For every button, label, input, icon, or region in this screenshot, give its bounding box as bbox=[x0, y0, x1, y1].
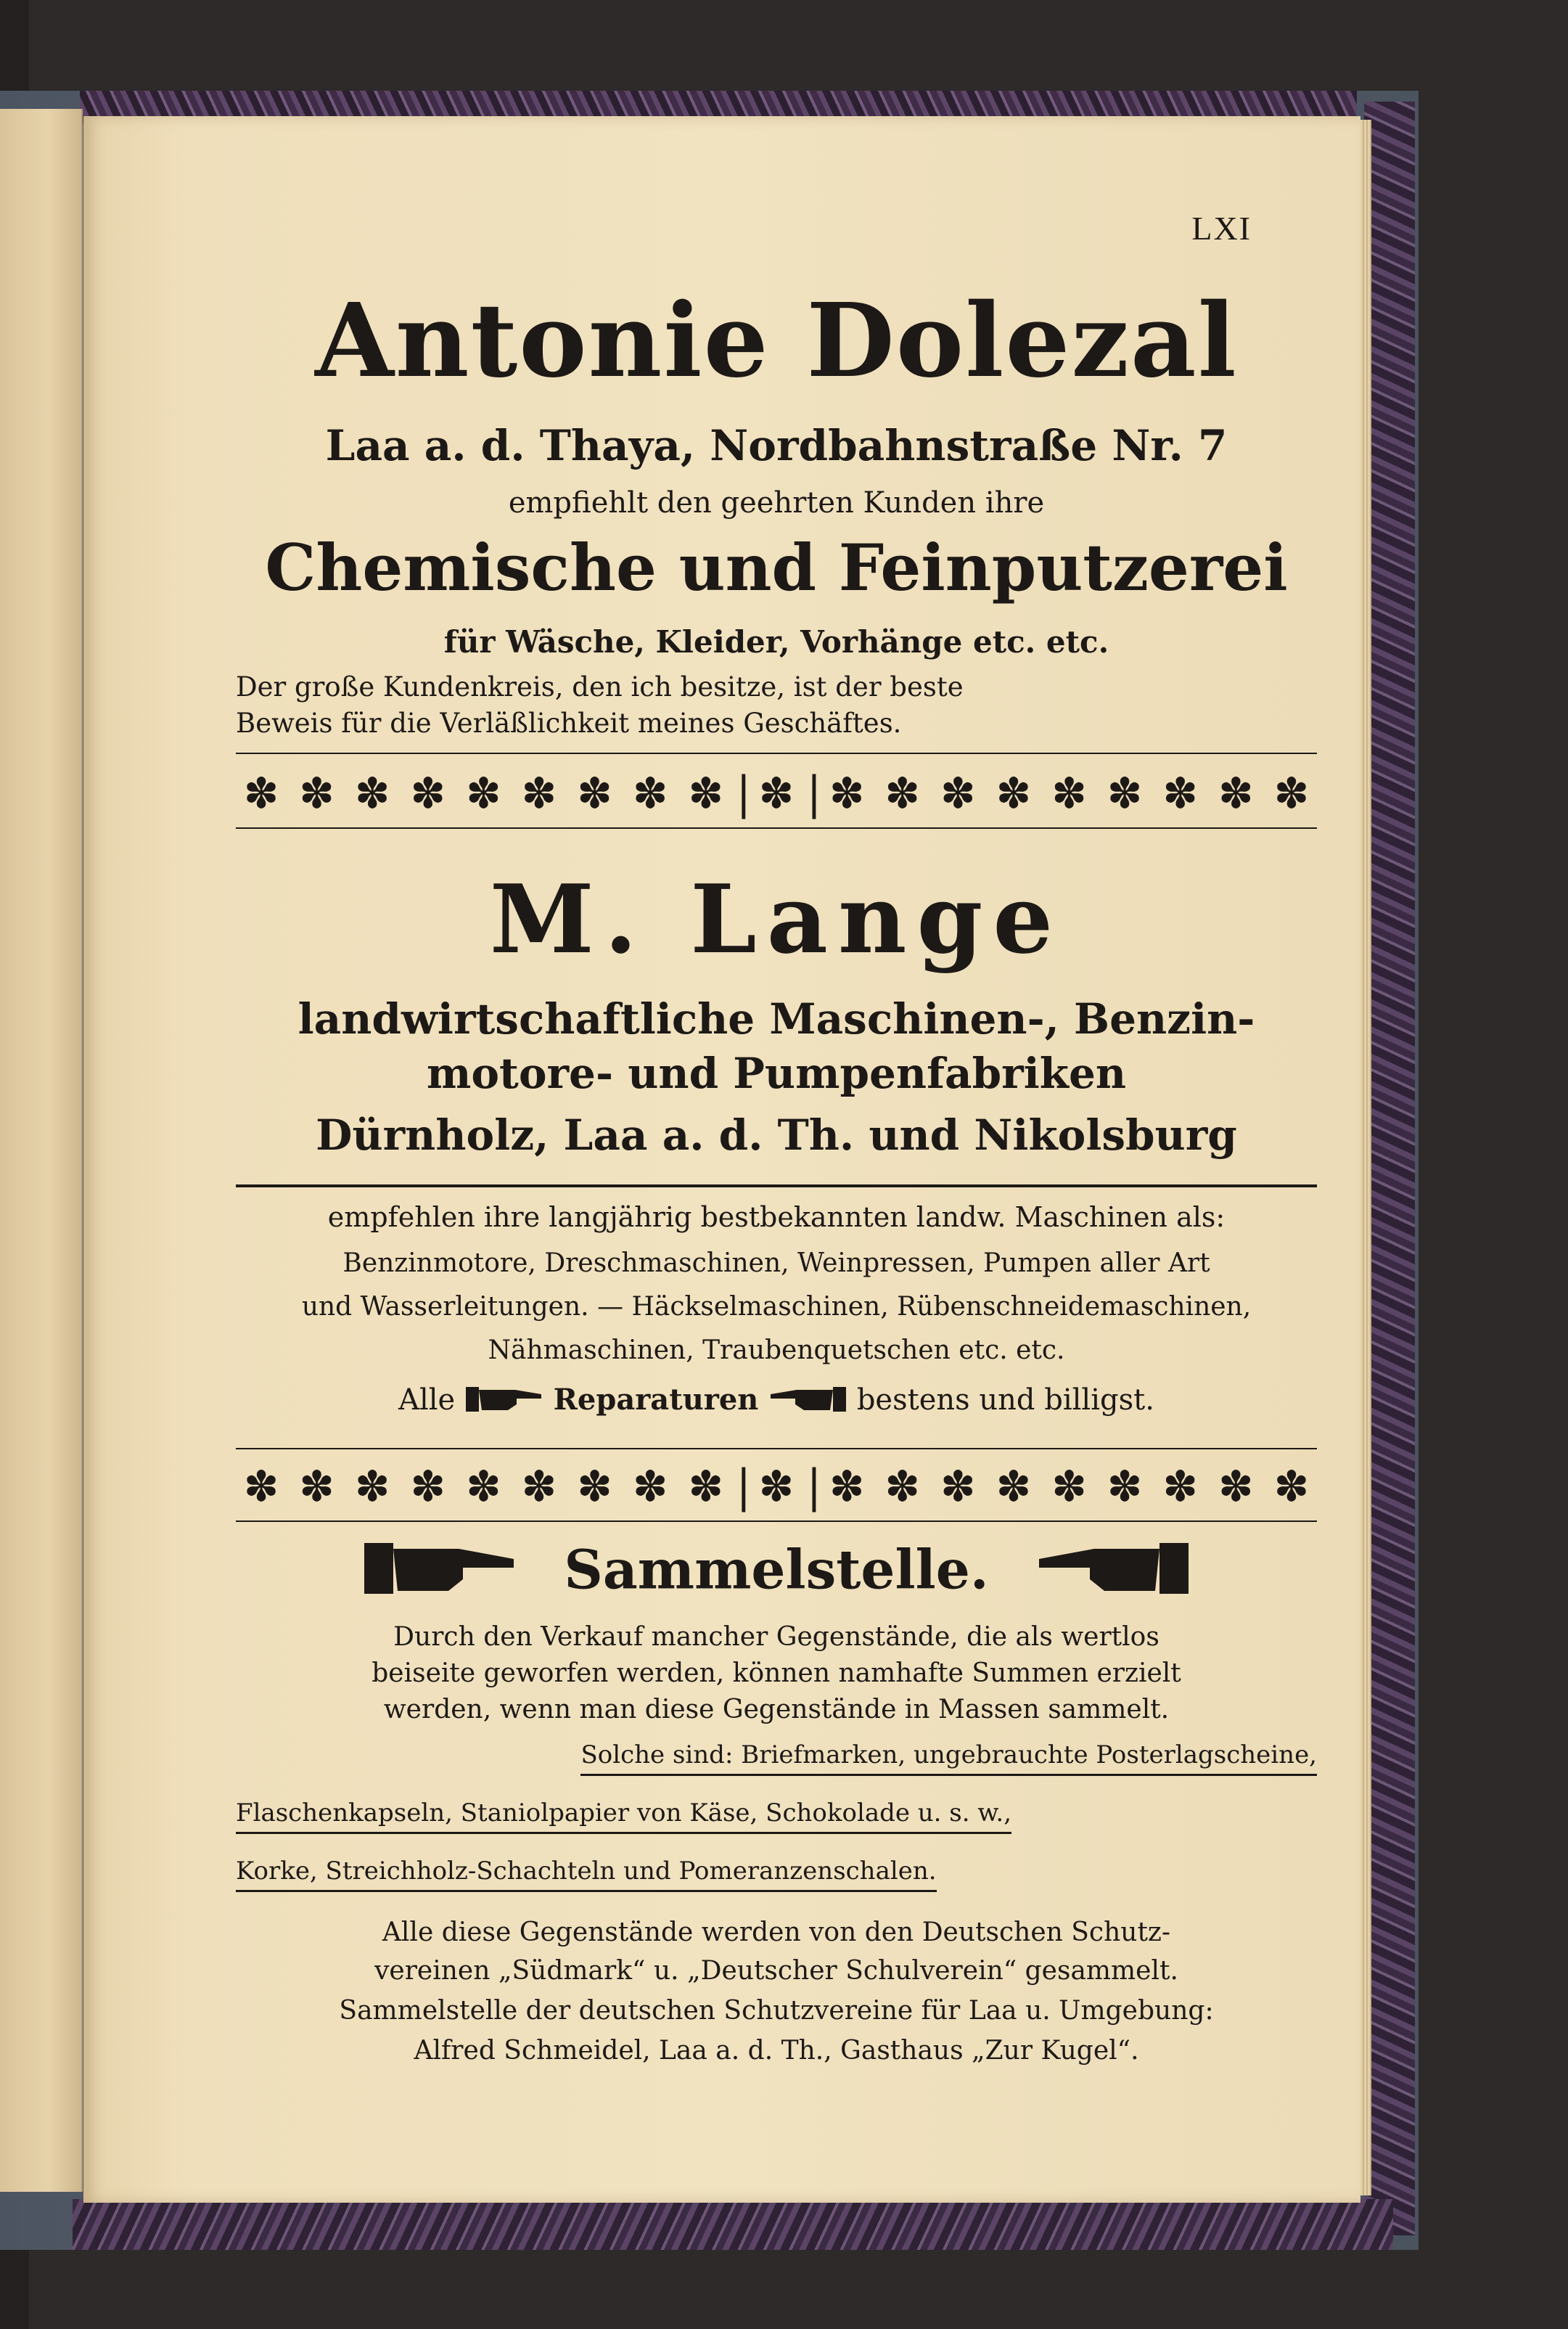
flower-ornament-icon: ✽ bbox=[1051, 1462, 1087, 1511]
ad-lange-body-1: empfehlen ihre langjährig bestbekannten landw. Maschinen als: bbox=[327, 1201, 1226, 1233]
ad-sammelstelle-p2-4: Alfred Schmeidel, Laa a. d. Th., Gasthaus „Zur Kugel“. bbox=[414, 2036, 1139, 2066]
ornament-bar: | bbox=[736, 1460, 752, 1513]
flower-ornament-icon: ✽ bbox=[940, 1462, 976, 1511]
ad-dolezal-business: Chemische und Feinputzerei bbox=[265, 530, 1288, 605]
flower-ornament-icon: ✽ bbox=[1162, 1462, 1198, 1511]
ad-lange-body-2: Benzinmotore, Dreschmaschinen, Weinpressen, Pumpen aller Art bbox=[342, 1248, 1210, 1278]
flower-ornament-icon: ✽ bbox=[577, 1462, 612, 1511]
flower-ornament-icon: ✽ bbox=[466, 769, 501, 818]
pointing-hand-left-icon bbox=[768, 1383, 847, 1422]
flower-ornament-icon: ✽ bbox=[996, 769, 1032, 818]
flower-ornament-icon: ✽ bbox=[354, 769, 390, 818]
flower-ornament-icon: ✽ bbox=[577, 769, 612, 818]
marbled-edge-bottom bbox=[73, 2199, 1393, 2250]
repair-suffix: bestens und billigst. bbox=[856, 1383, 1154, 1417]
flower-ornament-icon: ✽ bbox=[1218, 1462, 1254, 1511]
flower-ornament-icon: ✽ bbox=[521, 1462, 557, 1511]
divider-line bbox=[236, 1520, 1317, 1522]
flower-ornament-icon: ✽ bbox=[1051, 769, 1087, 818]
flower-ornament-icon: ✽ bbox=[758, 769, 795, 818]
pointing-hand-right-icon bbox=[364, 1539, 517, 1610]
repair-word: Reparaturen bbox=[553, 1383, 759, 1417]
left-page-edge bbox=[0, 109, 83, 2192]
ad-sammelstelle-p1-2: beiseite geworfen werden, können namhafte Summen erzielt bbox=[372, 1658, 1181, 1688]
ad-sammelstelle-p2-1: Alle diese Gegenstände werden von den Deutschen Schutz- bbox=[382, 1917, 1171, 1947]
sammelstelle-title-text: Sammelstelle. bbox=[564, 1539, 989, 1602]
ad-lange-name: M. Lange bbox=[489, 864, 1064, 975]
ad-lange-repairs bbox=[236, 1383, 1317, 1422]
flower-ornament-icon: ✽ bbox=[829, 769, 865, 818]
divider-line bbox=[236, 753, 1317, 754]
flower-ornament-icon: ✽ bbox=[884, 1462, 921, 1511]
flower-ornament-icon: ✽ bbox=[521, 769, 557, 818]
flower-ornament-icon: ✽ bbox=[632, 769, 668, 818]
pointing-hand-right-icon bbox=[464, 1383, 544, 1422]
ad-lange-locations: Dürnholz, Laa a. d. Th. und Nikolsburg bbox=[316, 1110, 1237, 1160]
flower-ornament-icon: ✽ bbox=[1107, 1462, 1143, 1511]
flower-ornament-icon: ✽ bbox=[940, 769, 976, 818]
ad-lange-line-2: motore- und Pumpenfabriken bbox=[426, 1049, 1127, 1098]
ad-lange-body-4: Nähmaschinen, Traubenquetschen etc. etc. bbox=[488, 1335, 1065, 1365]
flower-ornament-icon: ✽ bbox=[299, 769, 334, 818]
ad-sammelstelle-p2-2: vereinen „Südmark“ u. „Deutscher Schulverein“ gesammelt. bbox=[374, 1956, 1178, 1986]
flower-ornament-icon: ✽ bbox=[688, 1462, 724, 1511]
flower-ornament-icon: ✽ bbox=[354, 1462, 390, 1511]
divider-line bbox=[236, 827, 1317, 829]
ad-dolezal-goods: für Wäsche, Kleider, Vorhänge etc. etc. bbox=[443, 624, 1109, 660]
ornament-bar: | bbox=[736, 766, 752, 819]
flower-ornament-icon: ✽ bbox=[410, 1462, 446, 1511]
flower-ornament-icon: ✽ bbox=[1107, 769, 1143, 818]
ad-dolezal-address: Laa a. d. Thaya, Nordbahnstraße Nr. 7 bbox=[325, 421, 1228, 470]
ad-dolezal-name: Antonie Dolezal bbox=[315, 282, 1238, 401]
ad-sammelstelle-p2-3: Sammelstelle der deutschen Schutzvereine für Laa u. Umgebung: bbox=[339, 1996, 1214, 2026]
ad-sammelstelle-list-2 bbox=[236, 1798, 1317, 1827]
flower-ornament-icon: ✽ bbox=[1162, 769, 1198, 818]
divider-line bbox=[236, 1184, 1317, 1187]
flower-ornament-row bbox=[236, 768, 1317, 819]
ornament-bar: | bbox=[806, 766, 822, 819]
ad-lange-line-1: landwirtschaftliche Maschinen-, Benzin- bbox=[297, 994, 1255, 1044]
flower-ornament-icon: ✽ bbox=[1273, 1462, 1310, 1511]
repair-prefix: Alle bbox=[398, 1383, 456, 1417]
flower-ornament-icon: ✽ bbox=[466, 1462, 501, 1511]
pointing-hand-left-icon bbox=[1036, 1539, 1189, 1610]
divider-line bbox=[236, 1448, 1317, 1449]
flower-ornament-icon: ✽ bbox=[829, 1462, 865, 1511]
ad-sammelstelle-p1-3: werden, wenn man diese Gegenstände in Massen sammelt. bbox=[383, 1695, 1170, 1724]
flower-ornament-icon: ✽ bbox=[299, 1462, 334, 1511]
ad-dolezal-text-1: Der große Kundenkreis, den ich besitze, ist der beste bbox=[236, 671, 964, 703]
advertisement-dolezal bbox=[236, 282, 1317, 401]
ad-sammelstelle-list-3 bbox=[236, 1857, 1317, 1886]
flower-ornament-icon: ✽ bbox=[884, 769, 921, 818]
ad-lange-body-3: und Wasserleitungen. — Häckselmaschinen, Rübenschneidemaschinen, bbox=[301, 1292, 1252, 1322]
flower-ornament-icon: ✽ bbox=[1218, 769, 1254, 818]
marbled-edge-right bbox=[1364, 102, 1415, 2235]
ad-dolezal-intro: empfiehlt den geehrten Kunden ihre bbox=[508, 486, 1045, 520]
book-page bbox=[83, 116, 1360, 2203]
flower-ornament-row bbox=[236, 1461, 1317, 1512]
ad-sammelstelle-title bbox=[236, 1539, 1317, 1610]
ad-sammelstelle-list-1 bbox=[236, 1740, 1317, 1769]
page-number: LXI bbox=[1191, 210, 1252, 247]
list-line-1: Solche sind: Briefmarken, ungebrauchte Posterlagscheine, bbox=[580, 1740, 1317, 1776]
flower-ornament-icon: ✽ bbox=[243, 769, 279, 818]
ornament-bar: | bbox=[806, 1460, 822, 1513]
flower-ornament-icon: ✽ bbox=[243, 1462, 279, 1511]
flower-ornament-icon: ✽ bbox=[410, 769, 446, 818]
flower-ornament-icon: ✽ bbox=[1273, 769, 1310, 818]
ad-sammelstelle-p1-1: Durch den Verkauf mancher Gegenstände, die als wertlos bbox=[393, 1622, 1159, 1652]
flower-ornament-icon: ✽ bbox=[688, 769, 724, 818]
list-line-3: Korke, Streichholz-Schachteln und Pomeranzenschalen. bbox=[236, 1857, 937, 1892]
flower-ornament-icon: ✽ bbox=[758, 1462, 795, 1511]
list-line-2: Flaschenkapseln, Staniolpapier von Käse, Schokolade u. s. w., bbox=[236, 1798, 1011, 1834]
flower-ornament-icon: ✽ bbox=[632, 1462, 668, 1511]
ad-dolezal-text-2: Beweis für die Verläßlichkeit meines Geschäftes. bbox=[236, 708, 902, 739]
flower-ornament-icon: ✽ bbox=[996, 1462, 1032, 1511]
